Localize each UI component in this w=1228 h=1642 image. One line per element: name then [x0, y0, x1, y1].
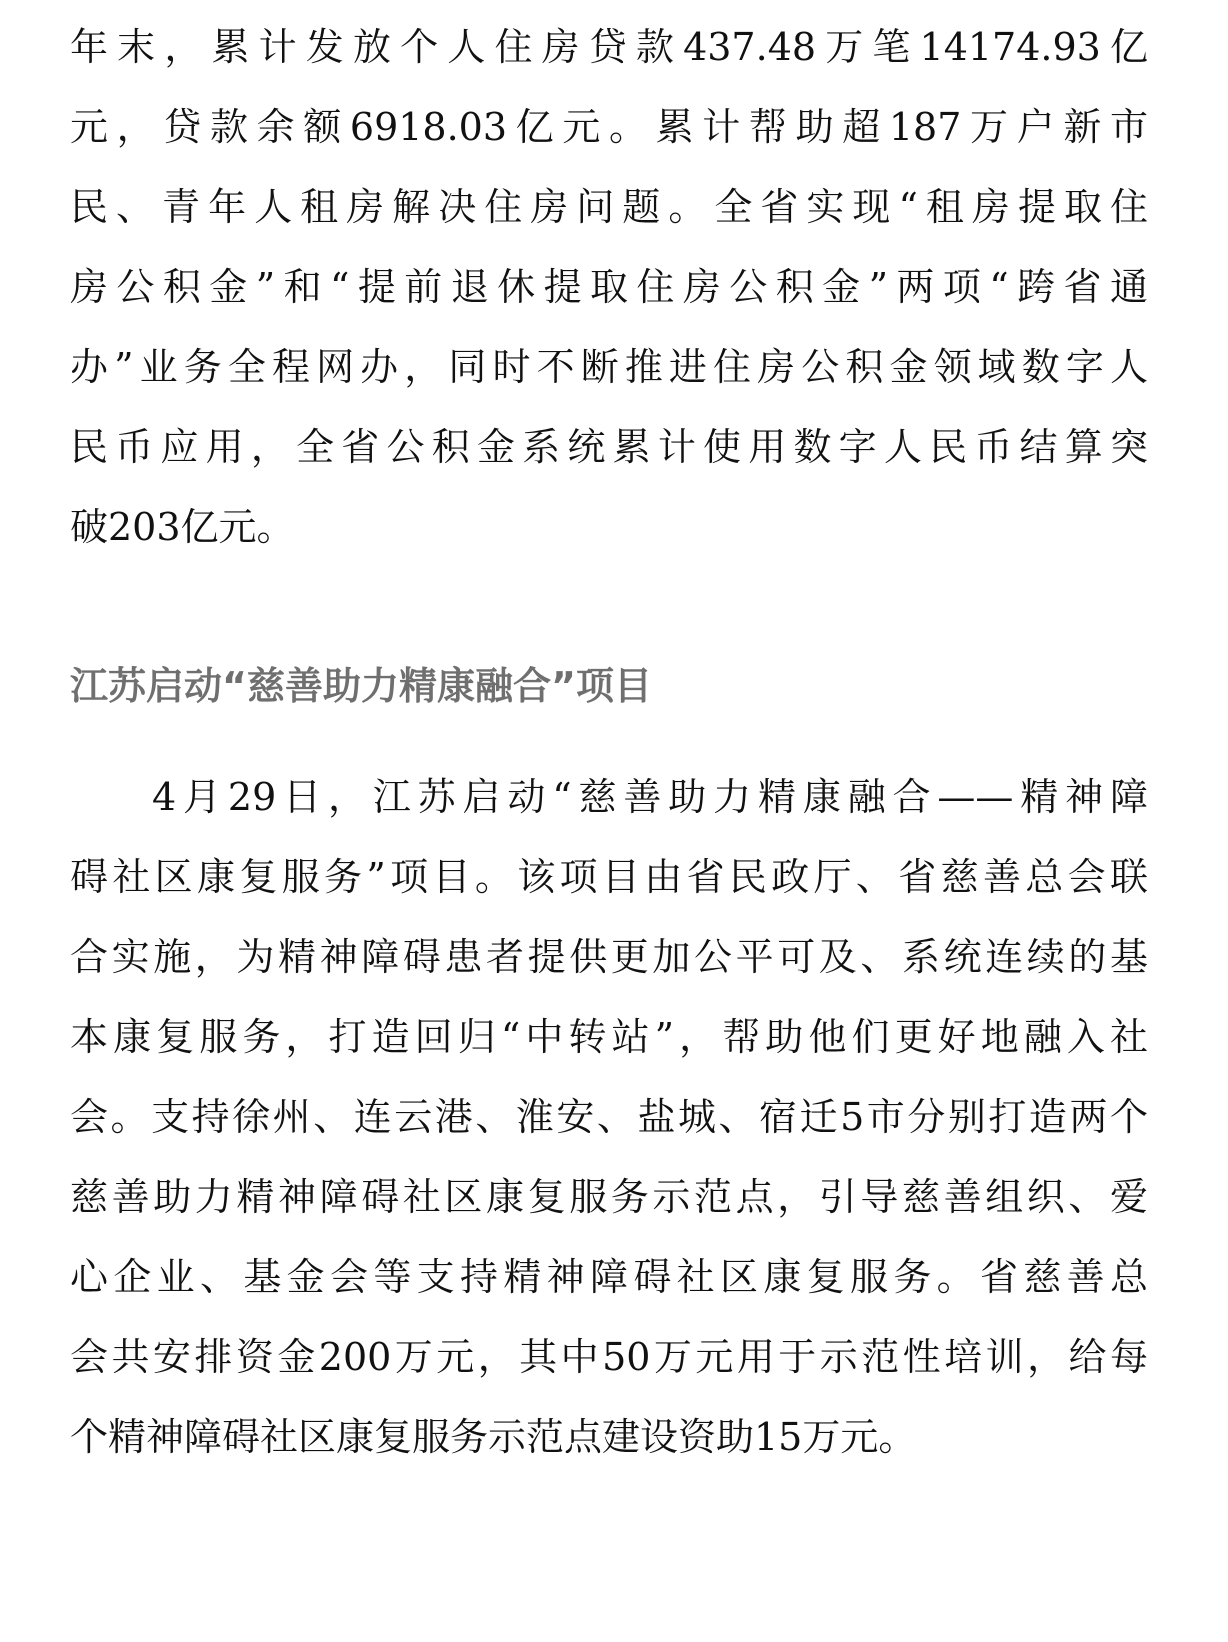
paragraph1-line-4: 房公积金”和“提前退休提取住房公积金”两项“跨省通	[70, 265, 1148, 309]
paragraph1-line-2: 元，贷款余额6918.03亿元。累计帮助超187万户新市	[70, 105, 1148, 149]
section-line-1: 4月29日，江苏启动“慈善助力精康融合——精神障	[152, 775, 1148, 819]
section-line-6: 慈善助力精神障碍社区康复服务示范点，引导慈善组织、爱	[70, 1175, 1148, 1219]
section-line-9: 个精神障碍社区康复服务示范点建设资助15万元。	[70, 1415, 917, 1459]
section-title: 江苏启动“慈善助力精康融合”项目	[70, 664, 652, 708]
paragraph1-line-6: 民币应用，全省公积金系统累计使用数字人民币结算突	[70, 425, 1148, 469]
section-line-2: 碍社区康复服务”项目。该项目由省民政厅、省慈善总会联	[70, 855, 1148, 899]
section-line-8: 会共安排资金200万元，其中50万元用于示范性培训，给每	[70, 1335, 1148, 1379]
section-line-4: 本康复服务，打造回归“中转站”，帮助他们更好地融入社	[70, 1015, 1148, 1059]
section-line-3: 合实施，为精神障碍患者提供更加公平可及、系统连续的基	[70, 935, 1148, 979]
paragraph1-line-1: 年末，累计发放个人住房贷款437.48万笔14174.93亿	[70, 25, 1148, 69]
paragraph1-line-5: 办”业务全程网办，同时不断推进住房公积金领域数字人	[70, 345, 1148, 389]
paragraph1-line-7: 破203亿元。	[70, 505, 295, 549]
section-line-5: 会。支持徐州、连云港、淮安、盐城、宿迁5市分别打造两个	[70, 1095, 1148, 1139]
section-line-7: 心企业、基金会等支持精神障碍社区康复服务。省慈善总	[70, 1255, 1148, 1299]
paragraph1-line-3: 民、青年人租房解决住房问题。全省实现“租房提取住	[70, 185, 1148, 229]
